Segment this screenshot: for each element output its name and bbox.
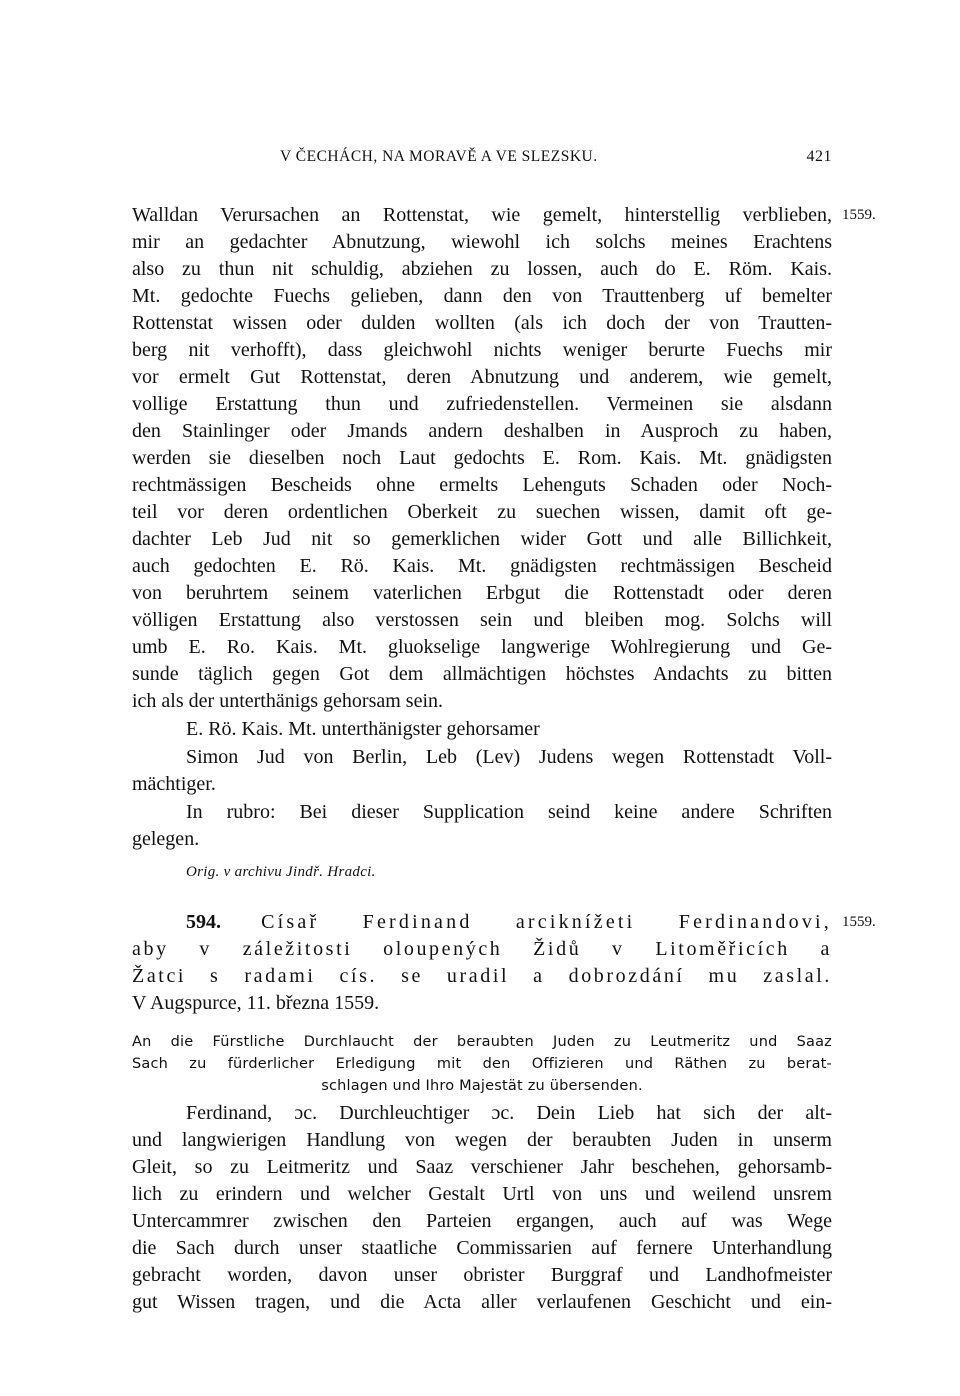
letter-line: die Sach durch unser staatliche Commissarien auf fernere Unterhandlung	[132, 1237, 832, 1259]
body-line: dachter Leb Jud nit so gemerklichen wider Gott und alle Billichkeit,	[132, 528, 832, 550]
body-line: Mt. gedochte Fuechs gelieben, dann den von Trauttenberg uf bemelter	[132, 285, 832, 307]
body-line: sunde täglich gegen Got dem allmächtigen höchstes Andachts zu bitten	[132, 663, 832, 685]
document-number: 594.	[186, 911, 221, 933]
page-header	[132, 148, 832, 172]
body-line: Walldan Verursachen an Rottenstat, wie gemelt, hinterstellig verblieben,	[132, 204, 832, 226]
margin-year: 1559.	[842, 207, 876, 223]
rubro-line: gelegen.	[132, 828, 200, 850]
body-line: mir an gedachter Abnutzung, wiewohl ich solchs meines Erachtens	[132, 231, 832, 253]
body-line: völligen Erstattung also verstossen sein und bleiben mog. Solchs will	[132, 609, 832, 631]
letter-line: Untercammrer zwischen den Parteien ergangen, auch auf was Wege	[132, 1210, 832, 1232]
closing-line: E. Rö. Kais. Mt. unterthänigster gehorsamer	[186, 718, 540, 740]
body-line: werden sie dieselben noch Laut gedochts E. Rom. Kais. Mt. gnädigsten	[132, 447, 832, 469]
body-line: also zu thun nit schuldig, abziehen zu lossen, auch do E. Röm. Kais.	[132, 258, 832, 280]
body-line: berg nit verhofft), dass gleichwohl nichts weniger berurte Fuechs mir	[132, 339, 832, 361]
body-line: von beruhrtem seinem vaterlichen Erbgut die Rottenstadt oder deren	[132, 582, 832, 604]
document-date: V Augspurce, 11. března 1559.	[132, 992, 380, 1014]
document-heading	[132, 909, 832, 935]
document-heading-text: Císař Ferdinand arciknížeti Ferdinandovi,	[261, 911, 832, 933]
letter-line: gut Wissen tragen, und die Acta aller verlaufenen Geschicht und ein-	[132, 1291, 832, 1313]
letter-line: und langwierigen Handlung von wegen der beraubten Juden in unserm	[132, 1129, 832, 1151]
running-title: V ČECHÁCH, NA MORAVĚ A VE SLEZSKU.	[280, 148, 598, 165]
page-number: 421	[806, 148, 832, 165]
body-line: umb E. Ro. Kais. Mt. gluokselige langwerige Wohlregierung und Ge-	[132, 636, 832, 658]
letter-line: Gleit, so zu Leitmeritz und Saaz verschiener Jahr beschehen, gehorsamb-	[132, 1156, 832, 1178]
letter-line: Ferdinand, ɔc. Durchleuchtiger ɔc. Dein Lieb hat sich der alt-	[186, 1102, 832, 1124]
margin-year: 1559.	[842, 914, 876, 930]
signature-line: Simon Jud von Berlin, Leb (Lev) Judens wegen Rottenstadt Voll-	[186, 746, 832, 768]
source-note: Orig. v archivu Jindř. Hradci.	[186, 864, 376, 880]
body-line: vor ermelt Gut Rottenstat, deren Abnutzung und anderem, wie gemelt,	[132, 366, 832, 388]
document-heading-line: Žatci s radami cís. se uradil a dobrozdání mu zaslal.	[132, 965, 832, 987]
body-line: Rottenstat wissen oder dulden wollten (als ich doch der von Trautten-	[132, 312, 832, 334]
body-line: ich als der unterthänigs gehorsam sein.	[132, 690, 444, 712]
letter-line: gebracht worden, davon unser obrister Burggraf und Landhofmeister	[132, 1264, 832, 1286]
body-line: den Stainlinger oder Jmands andern deshalben in Ausproch zu haben,	[132, 420, 832, 442]
summary-line: An die Fürstliche Durchlaucht der beraubten Juden zu Leutmeritz und Saaz	[132, 1034, 832, 1050]
body-line: rechtmässigen Bescheids ohne ermelts Lehenguts Schaden oder Noch-	[132, 474, 832, 496]
signature-line: mächtiger.	[132, 773, 216, 795]
summary-line: Sach zu fürderlicher Erledigung mit den Offizieren und Räthen zu berat-	[132, 1056, 832, 1072]
body-line: auch gedochten E. Rö. Kais. Mt. gnädigsten rechtmässigen Bescheid	[132, 555, 832, 577]
body-line: teil vor deren ordentlichen Oberkeit zu suechen wissen, damit oft ge-	[132, 501, 832, 523]
letter-line: lich zu erindern und welcher Gestalt Urtl von uns und weilend unsrem	[132, 1183, 832, 1205]
rubro-line: In rubro: Bei dieser Supplication seind keine andere Schriften	[186, 801, 832, 823]
document-heading-line: aby v záležitosti oloupených Židů v Litoměřicích a	[132, 938, 832, 960]
body-line: vollige Erstattung thun und zufriedenstellen. Vermeinen sie alsdann	[132, 393, 832, 415]
summary-line: schlagen und Ihro Majestät zu übersenden.	[321, 1078, 643, 1094]
